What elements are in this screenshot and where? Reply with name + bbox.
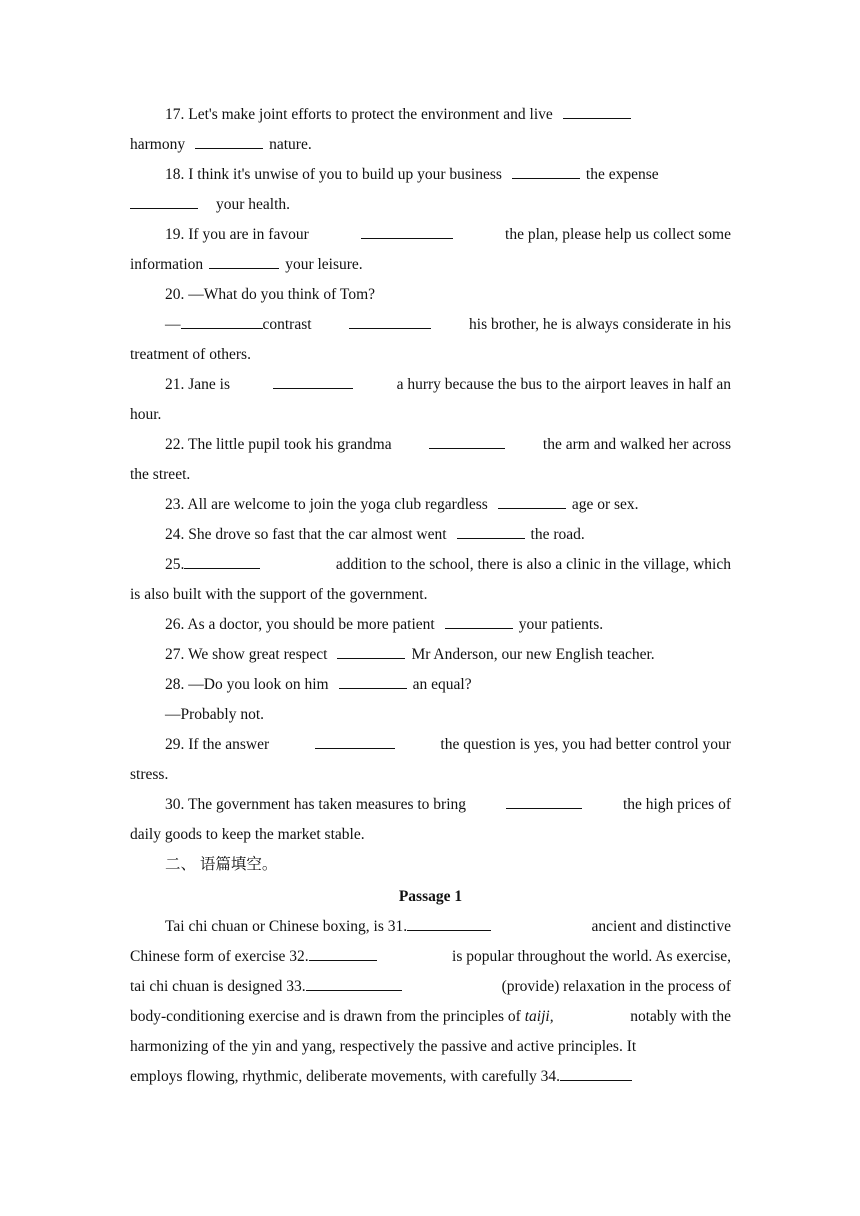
question-20-line-1: 20. —What do you think of Tom? [165,286,376,303]
answer-blank[interactable] [273,372,353,389]
question-24-line: 24. She drove so fast that the car almost went the road. [130,520,731,550]
passage-line-6: employs flowing, rhythmic, deliberate movements, with carefully 34. [130,1062,731,1092]
answer-blank[interactable] [445,612,513,629]
passage-line-2: Chinese form of exercise 32. is popular throughout the world. As exercise, [130,942,731,972]
question-30-line-2: daily goods to keep the market stable. [130,826,365,843]
answer-blank-31[interactable] [407,914,491,931]
answer-blank[interactable] [130,192,198,209]
question-28-line-2: —Probably not. [165,706,265,723]
section-heading: 二、 语篇填空。 [165,856,278,873]
question-23-line: 23. All are welcome to join the yoga club regardless age or sex. [130,490,731,520]
passage-title: Passage 1 [398,888,463,905]
answer-blank-32[interactable] [309,944,377,961]
answer-blank[interactable] [498,492,566,509]
answer-blank[interactable] [361,222,453,239]
passage-line-3: tai chi chuan is designed 33. (provide) relaxation in the process of [130,972,731,1002]
answer-blank[interactable] [315,732,395,749]
question-18-line-1: 18. I think it's unwise of you to build up your business the expense [130,160,731,190]
question-19-line-1: 19. If you are in favour the plan, please help us collect some [130,220,731,250]
answer-blank[interactable] [429,432,505,449]
question-22-line-1: 22. The little pupil took his grandma the arm and walked her across [130,430,731,460]
answer-blank[interactable] [339,672,407,689]
answer-blank[interactable] [512,162,580,179]
question-19-line-2: information your leisure. [130,250,731,280]
answer-blank[interactable] [563,102,631,119]
answer-blank[interactable] [457,522,525,539]
answer-blank[interactable] [181,312,263,329]
question-29-line-2: stress. [130,766,169,783]
passage-line-1: Tai chi chuan or Chinese boxing, is 31. ancient and distinctive [130,912,731,942]
question-30-line-1: 30. The government has taken measures to bring the high prices of [130,790,731,820]
question-29-line-1: 29. If the answer the question is yes, you had better control your [130,730,731,760]
question-26-line: 26. As a doctor, you should be more patient your patients. [130,610,731,640]
question-27-line: 27. We show great respect Mr Anderson, our new English teacher. [130,640,731,670]
question-28-line-1: 28. —Do you look on him an equal? [130,670,731,700]
question-21-line-1: 21. Jane is a hurry because the bus to the airport leaves in half an [130,370,731,400]
passage-line-5: harmonizing of the yin and yang, respectively the passive and active principles. It [130,1038,637,1055]
passage-line-4: body-conditioning exercise and is drawn from the principles of taiji, notably with the [130,1008,731,1025]
question-20-line-2: — contrast his brother, he is always considerate in his [130,310,731,340]
answer-blank[interactable] [506,792,582,809]
answer-blank[interactable] [337,642,405,659]
question-22-line-2: the street. [130,466,191,483]
answer-blank[interactable] [349,312,431,329]
answer-blank-34[interactable] [560,1064,632,1081]
question-21-line-2: hour. [130,406,162,423]
question-20-line-3: treatment of others. [130,346,251,363]
answer-blank[interactable] [184,552,260,569]
answer-blank[interactable] [209,252,279,269]
answer-blank-33[interactable] [306,974,402,991]
question-17-line-1: 17. Let's make joint efforts to protect the environment and live [130,100,731,130]
answer-blank[interactable] [195,132,263,149]
question-25-line-1: 25. addition to the school, there is also a clinic in the village, which [130,550,731,580]
question-17-line-2: harmony nature. [130,130,731,160]
question-18-line-2: your health. [130,190,731,220]
question-25-line-2: is also built with the support of the government. [130,586,428,603]
